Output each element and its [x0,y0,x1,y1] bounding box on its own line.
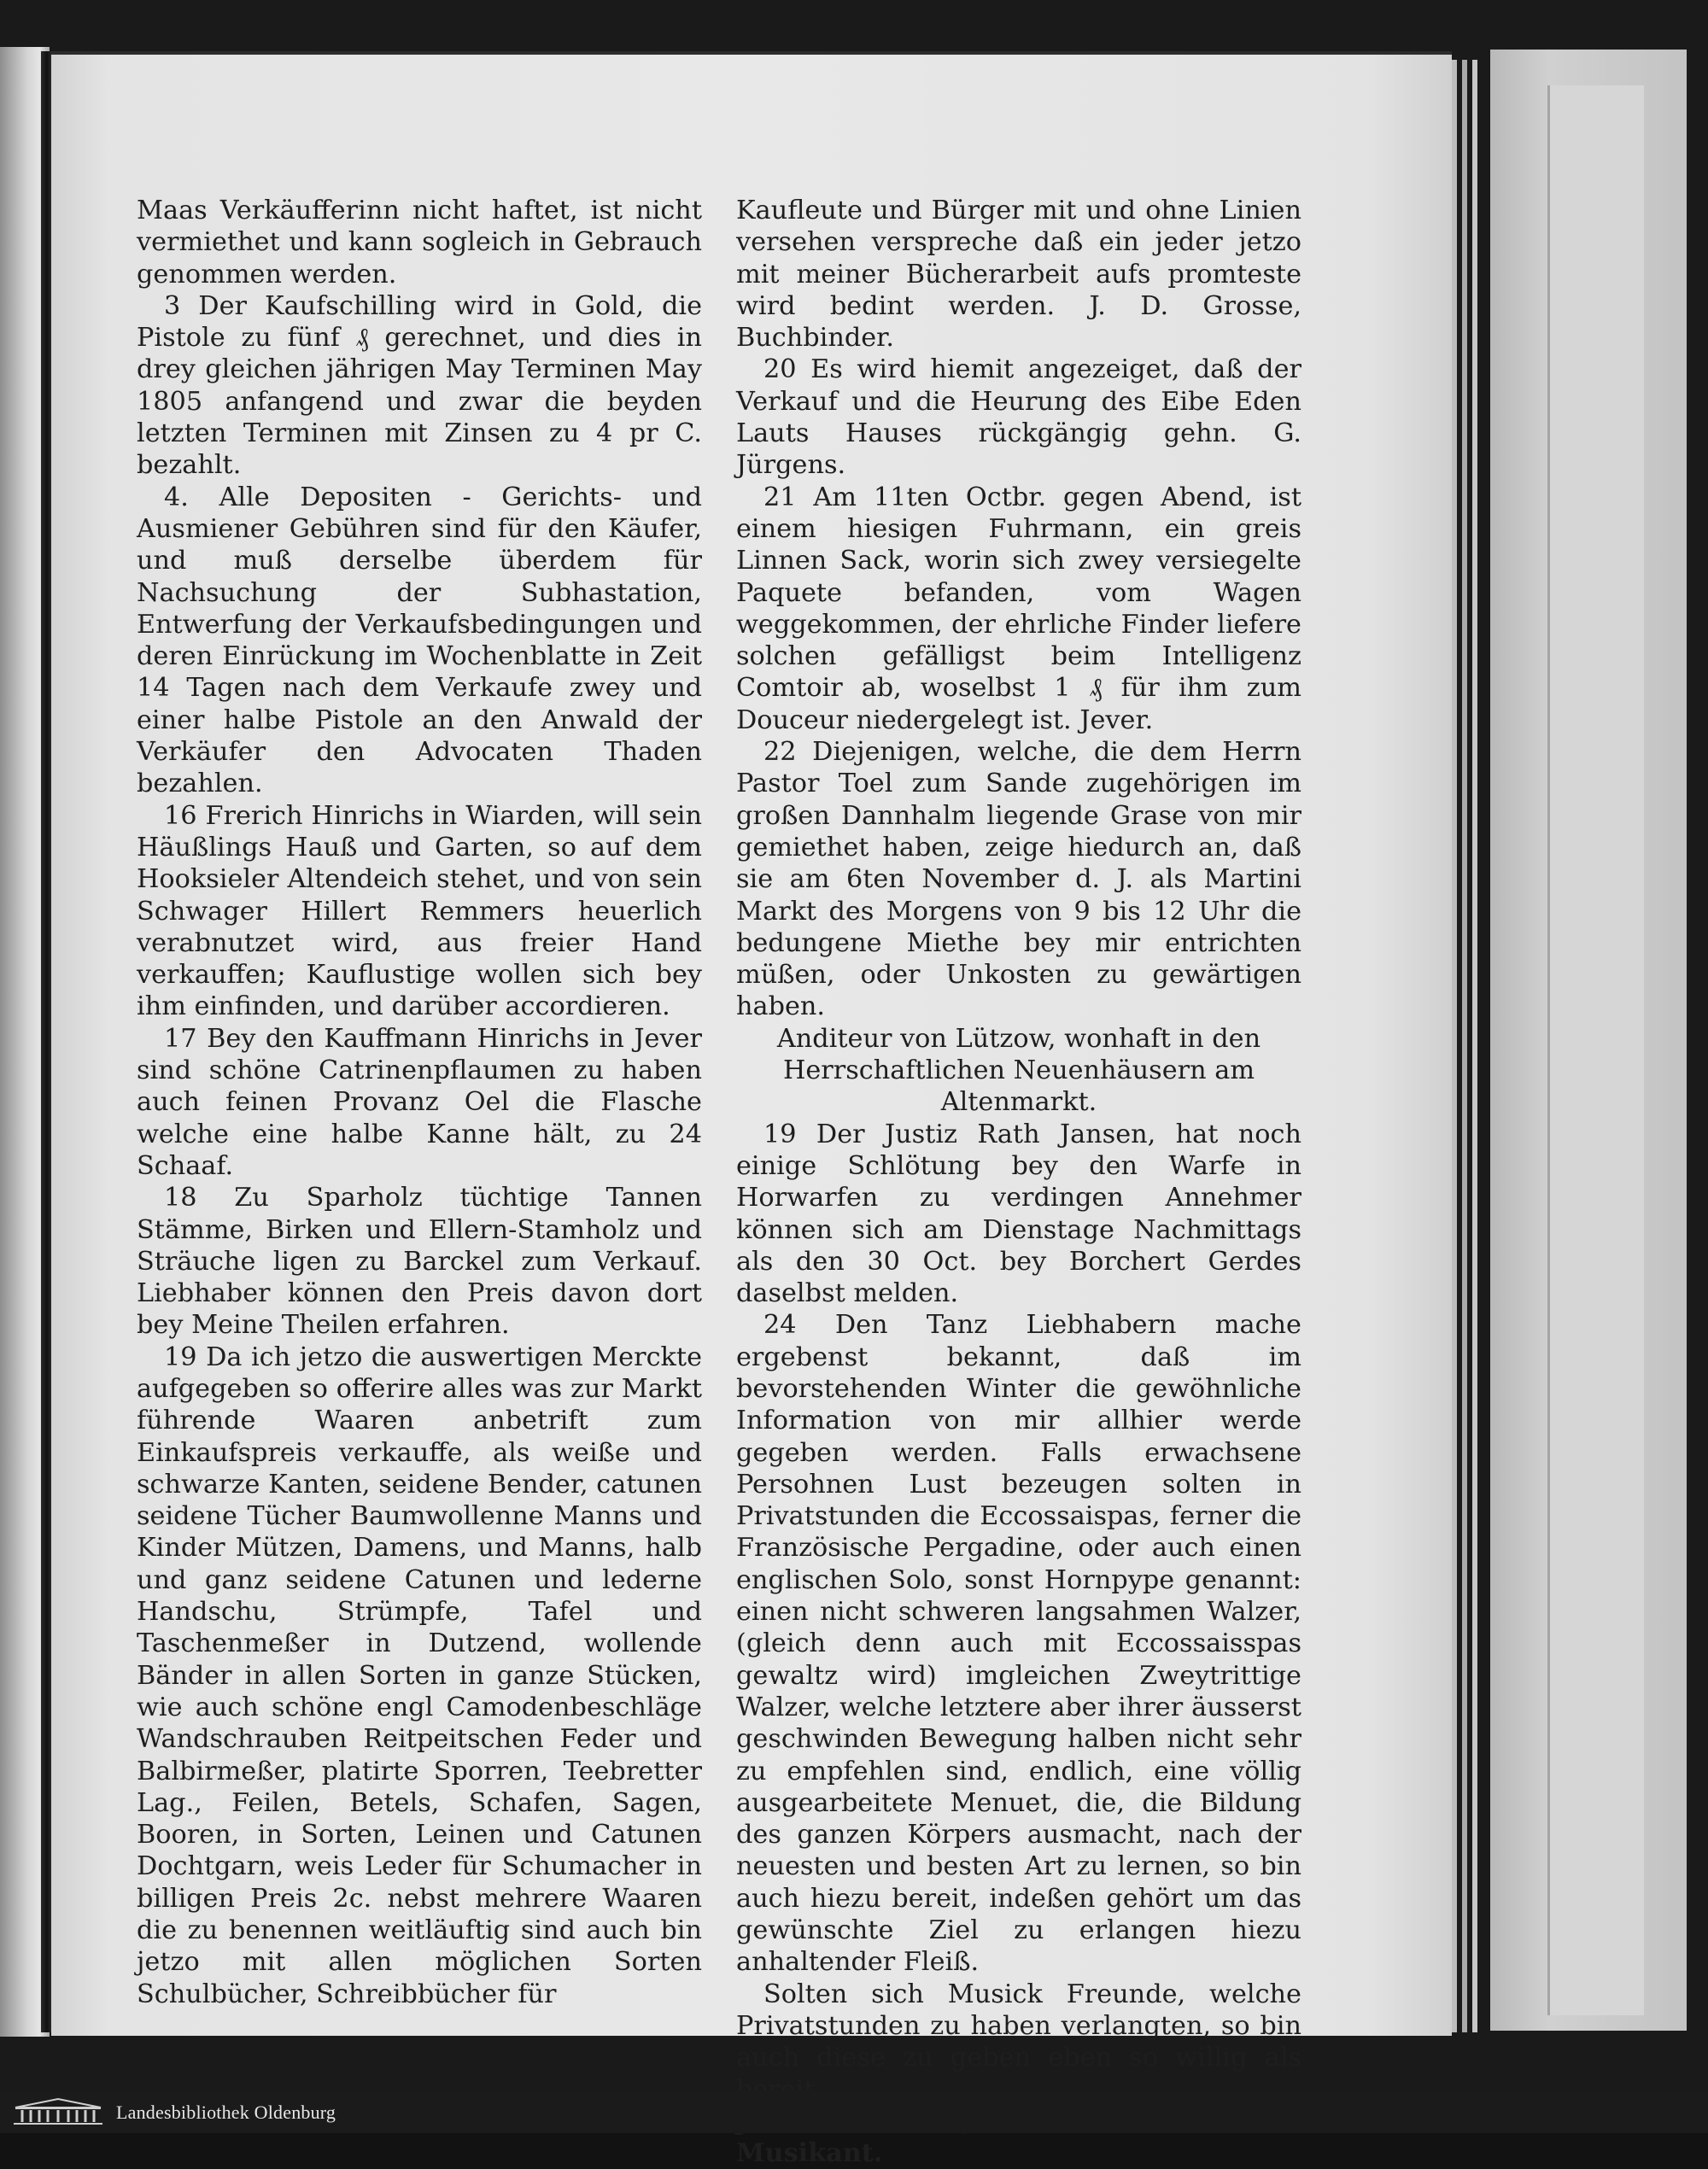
left-column-paragraph: 3 Der Kaufschilling wird in Gold, die Pistole zu fünf ₰ gerechnet, und dies in drey gleichen jährigen May Terminen May 1805 anfangend und zwar die beyden letzten Terminen mit Zinsen zu 4 pr C. bezahlt. [137,290,702,481]
right-column-paragraph: 19 Der Justiz Rath Jansen, hat noch einige Schlötung bey den Warfe in Horwarfen zu verdingen Annehmer können sich am Dienstage Nachmittags als den 30 Oct. bey Borchert Gerdes daselbst melden. [736,1119,1301,1309]
cover-inner-board [1547,85,1644,2015]
page-edge-1 [1452,60,1457,2032]
right-column-paragraph: Kaufleute und Bürger mit und ohne Linien versehen verspreche daß ein jeder jetzo mit meiner Bücherarbeit aufs promteste wird bedint werden. J. D. Grosse, Buchbinder. [736,196,1301,354]
left-column-paragraph: 16 Frerich Hinrichs in Wiarden, will sein Häußlings Hauß und Garten, so auf dem Hooksieler Altendeich stehet, und von sein Schwager Hillert Remmers heuerlich verabnutzet wird, aus freier Hand verkauffen; Kauflustige wollen sich bey ihm einfinden, und darüber accordieren. [137,800,702,1022]
right-column-paragraph: 24 Den Tanz Liebhabern mache ergebenst bekannt, daß im bevorstehenden Winter die gewöhnliche Information von mir allhier werde gegeben werden. Falls erwachsene Persohnen Lust bezeugen solten in Privatstunden die Eccossaispas, ferner die Französische Pergadine, oder auch einen englischen Solo, sonst Hornpype genannt: einen nicht schweren langsahmen Walzer, (gleich denn auch mit Eccossaisspas gewaltz wird) imgleichen Zweytrittige Walzer, welche letztere aber ihrer äusserst geschwinden Bewegung halben nicht sehr zu empfehlen sind, endlich, eine völlig ausgearbeitete Menuet, die, die Bildung des ganzen Körpers ausmacht, nach der neuesten und besten Art zu lernen, so bin auch hiezu bereit, indeßen gehört um das gewünschte Ziel zu erlangen hiezu anhaltender Fleiß. [736,1310,1301,1978]
library-name: Landesbibliothek Oldenburg [116,2102,336,2123]
left-column-paragraph: 17 Bey den Kauffmann Hinrichs in Jever sind schöne Catrinenpflaumen zu haben auch feinen Provanz Oel die Flasche welche eine halbe Kanne hält, zu 24 Schaaf. [137,1023,702,1181]
right-text-column [736,195,1301,2169]
left-column-paragraph: Maas Verkäufferinn nicht haftet, ist nicht vermiethet und kann sogleich in Gebrauch genommen werden. [137,196,702,289]
right-column-paragraph: Anditeur von Lützow, wonhaft in den Herrschaftlichen Neuenhäusern am Altenmarkt. [776,1023,1261,1118]
right-column-paragraph: 20 Es wird hiemit angezeiget, daß der Verkauf und die Heurung des Eibe Eden Lauts Hauses rückgängig gehn. G. Jürgens. [736,354,1301,481]
library-footer-bar [0,2090,1708,2133]
left-text-column [137,195,702,2009]
library-building-logo-icon [12,2097,104,2126]
left-column-paragraph: 18 Zu Sparholz tüchtige Tannen Stämme, Birken und Ellern-Stamholz und Sträuche ligen zu Barckel zum Verkauf. Liebhaber können den Preis davon dort bey Meine Theilen erfahren. [137,1183,702,1341]
page-edge-2 [1462,60,1467,2032]
page-edge-3 [1472,60,1477,2032]
left-column-paragraph: 4. Alle Depositen - Gerichts- und Ausmiener Gebühren sind für den Käufer, und muß derselbe überdem für Nachsuchung der Subhastation, Entwerfung der Verkaufsbedingungen und deren Einrückung im Wochenblatte in Zeit 14 Tagen nach dem Verkaufe zwey und einer halbe Pistole an den Anwald der Verkäufer den Advocaten Thaden bezahlen. [137,482,702,799]
right-column-paragraph: Solten sich Musick Freunde, welche Privatstunden zu haben verlangten, so bin auch diese zu geben eben so willig als [736,1979,1301,2073]
right-column-paragraph: Musikant. [736,2138,883,2169]
right-column-paragraph: 22 Diejenigen, welche, die dem Herrn Pastor Toel zum Sande zugehörigen im großen Dannhalm liegende Grase von mir gemiethet haben, zeige hiedurch an, daß sie am 6ten November d. J. als Martini Markt des Morgens von 9 bis 12 Uhr die bedungene Miethe bey mir entrichten müßen, oder Unkosten zu gewärtigen haben. [736,737,1301,1022]
right-column-paragraph: 21 Am 11ten Octbr. gegen Abend, ist einem hiesigen Fuhrmann, ein greis Linnen Sack, worin sich zwey versiegelte Paquete befanden, vom Wagen weggekommen, der ehrliche Finder liefere solchen gefälligst beim Intelligenz Comtoir ab, woselbst 1 ₰ für ihm zum Douceur niedergelegt ist. Jever. [736,482,1301,735]
left-column-paragraph: 19 Da ich jetzo die auswertigen Merckte aufgegeben so offerire alles was zur Markt führende Waaren anbetrift zum Einkaufspreis verkauffe, als weiße und schwarze Kanten, seidene Bender, catunen seidene Tücher Baumwollenne Manns und Kinder Mützen, Damens, und Manns, halb und ganz seidene Catunen und lederne Handschu, Strümpfe, Tafel und Taschenmeßer in Dutzend, wollende Bänder in allen Sorten in ganze Stücken, wie auch schöne engl Camodenbeschläge Wandschrauben Reitpeitschen Feder und Balbirmeßer, platirte Sporren, Teebretter Lag., Feilen, Betels, Schafen, Sagen, Booren, in Sorten, Leinen und Catunen Dochtgarn, weis Leder für Schumacher in billigen Preis 2c. nebst mehrere Waaren die zu benennen weitläuftig sind auch bin jetzo mit allen möglichen Sorten Schulbücher, Schreibbücher für [137,1342,702,2009]
